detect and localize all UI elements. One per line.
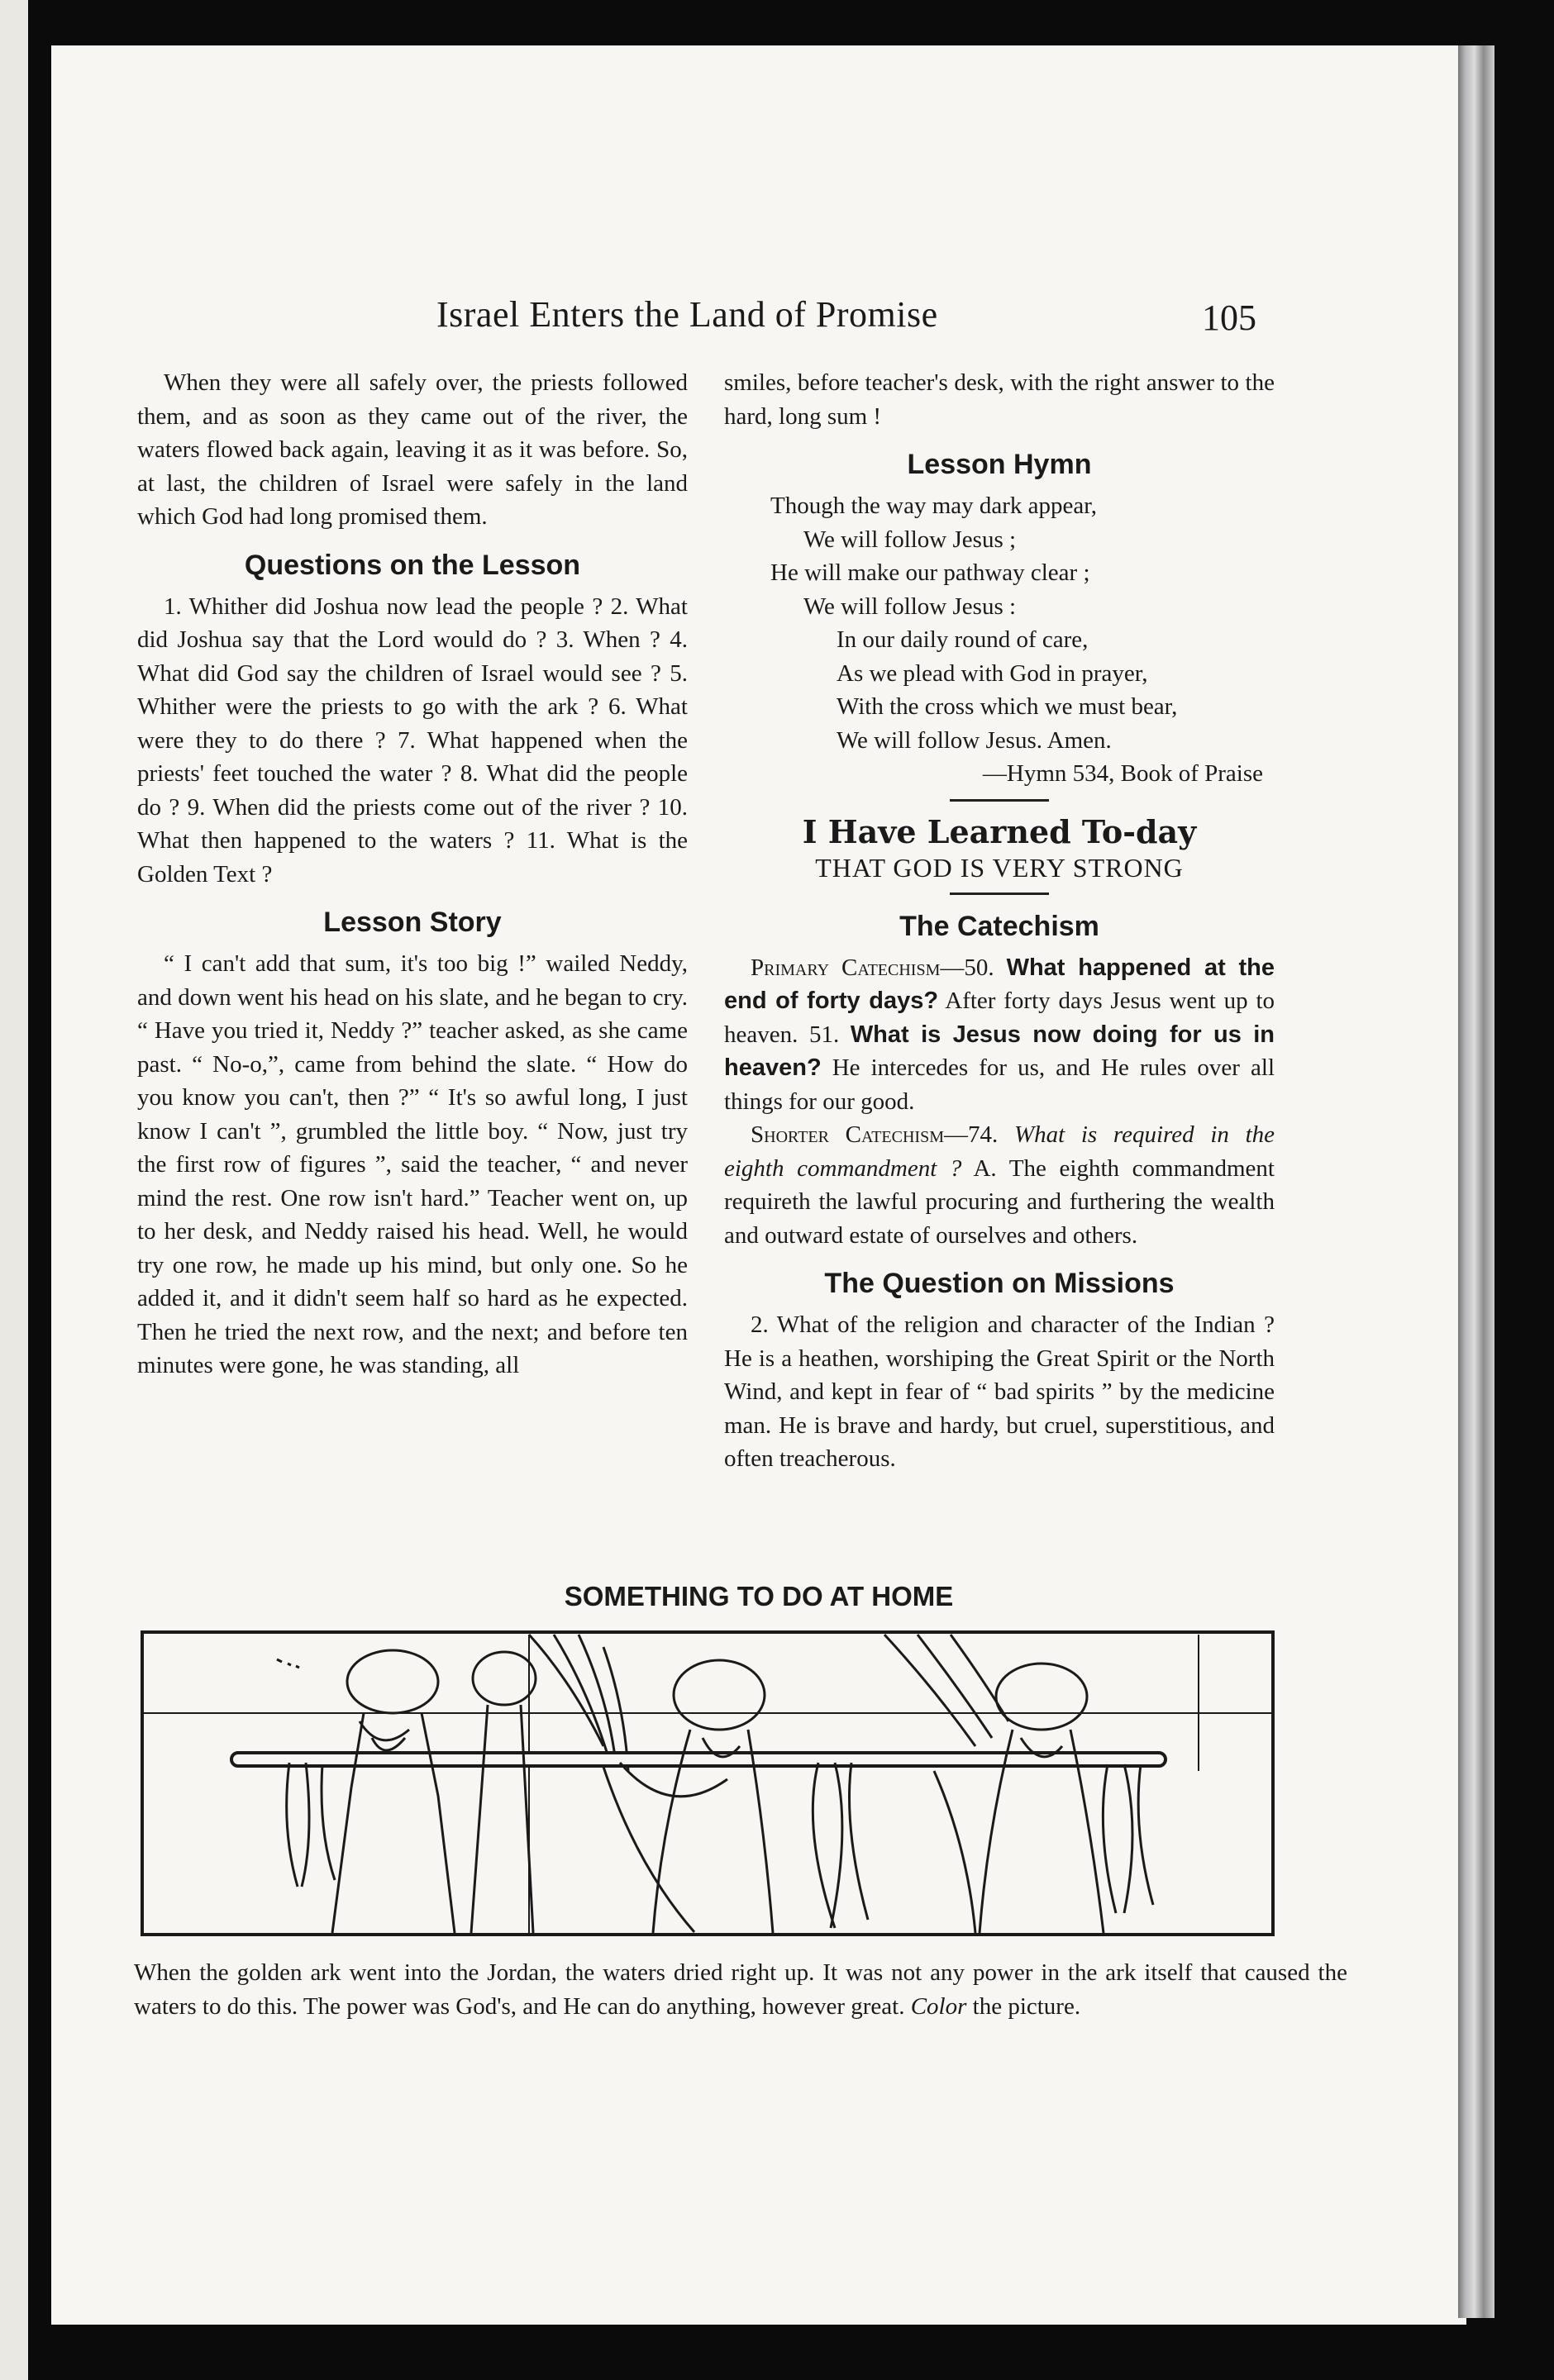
- caption-text: When the golden ark went into the Jordan, the waters dried right up. It was not any power in the ark itself that caused the waters to do this. The power was God's, and He can do anything, however great.: [134, 1959, 1347, 2020]
- primary-catechism: [724, 951, 1275, 1119]
- story-text: “ I can't add that sum, it's too big !” wailed Neddy, and down went his head on his slate, and he began to cry. “ Have you tried it, Neddy ?” teacher asked, as she came past. “ No-o,”, came from behind the slate. “ How do you know you can't, then ?” “ It's so awful long, I just know I can't ”, grumbled the little boy. “ Now, just try the first row of figures ”, said the teacher, “ and never mind the rest. One row isn't hard.” Teacher went on, up to her desk, and Neddy raised his head. Well, he would try one row, he made up his mind, but only one. So he added it, and it didn't seem half so hard as he expected. Then he tried the next row, and the next; and before ten minutes were gone, he was standing, all: [137, 950, 688, 1378]
- page-number: 105: [1202, 298, 1256, 338]
- primary-question-2: What is Jesus now doing for us in heaven?: [724, 1021, 1275, 1081]
- missions-text: 2. What of the religion and character of the Indian ? He is a heathen, worshiping the Great Spirit or the North Wind, and kept in fear of “ bad spirits ” by the medicine man. He is brave and hardy, but cruel, superstitious, and often treacherous.: [724, 1311, 1275, 1472]
- book-page: [51, 45, 1466, 2325]
- learned-today-text: THAT GOD IS VERY STRONG: [815, 852, 1184, 883]
- home-caption: [134, 1956, 1347, 2024]
- primary-answer-2: He intercedes for us, and He rules over all things for our good.: [724, 1054, 1275, 1115]
- home-activity-title: SOMETHING TO DO AT HOME: [564, 1581, 954, 1611]
- hymn-line: He will make our pathway clear ;: [770, 559, 1090, 586]
- book-page-edges: [1458, 45, 1494, 2318]
- hymn-line: In our daily round of care,: [837, 626, 1089, 653]
- ark-coloring-picture: [141, 1630, 1275, 1936]
- hymn-line: With the cross which we must bear,: [837, 693, 1178, 720]
- left-column: [137, 366, 688, 1383]
- story-continuation: smiles, before teacher's desk, with the right answer to the hard, long sum !: [724, 369, 1275, 430]
- hymn-attribution: —Hymn 534, Book of Praise: [982, 760, 1263, 787]
- page-header: [51, 293, 1466, 343]
- primary-catechism-number-2: 51.: [808, 1021, 840, 1048]
- shorter-catechism-number: —74.: [943, 1121, 999, 1148]
- hymn-verse: [724, 489, 1275, 791]
- shorter-catechism-label: Shorter Catechism: [751, 1121, 944, 1148]
- missions-heading: The Question on Missions: [824, 1268, 1175, 1299]
- primary-answer-1: After forty days Jesus went up to heaven.: [724, 988, 1275, 1048]
- primary-question-1: What happened at the end of forty days?: [724, 954, 1275, 1014]
- hymn-line: Though the way may dark appear,: [770, 493, 1098, 519]
- section-divider: [950, 799, 1049, 802]
- primary-catechism-number: —50.: [940, 954, 994, 981]
- lesson-text-intro: When they were all safely over, the priests followed them, and as soon as they came out of the river, the waters flowed back again, leaving it as it was before. So, at last, the children of Israel were safely in the land which God had long promised them.: [137, 369, 688, 530]
- story-heading: Lesson Story: [323, 907, 502, 938]
- caption-color-word: Color: [910, 1993, 967, 2020]
- section-divider: [950, 892, 1049, 895]
- hymn-heading: Lesson Hymn: [907, 449, 1092, 480]
- questions-heading: Questions on the Lesson: [244, 549, 581, 581]
- hymn-line: As we plead with God in prayer,: [837, 659, 1148, 687]
- shorter-catechism: [724, 1118, 1275, 1252]
- caption-text-end: the picture.: [972, 1993, 1081, 2020]
- questions-text: 1. Whither did Joshua now lead the people ? 2. What did Joshua say that the Lord would do ? 3. When ? 4. What did God say the children of Israel would see ? 5. Whither were the priests to go with the ark ? 6. What were they to do there ? 7. What happened when the priests' feet touched the water ? 8. What did the people do ? 9. When did the priests come out of the river ? 10. What then happened to the waters ? 11. What is the Golden Text ?: [137, 593, 688, 888]
- right-column: [724, 366, 1275, 1476]
- hymn-line: We will follow Jesus :: [803, 593, 1017, 620]
- adjacent-page-edge: [0, 0, 28, 2380]
- primary-catechism-label: Primary Catechism: [751, 954, 941, 981]
- hymn-line: We will follow Jesus. Amen.: [837, 726, 1112, 754]
- shorter-answer: A. The eighth commandment requireth the lawful procuring and furthering the wealth and outward estate of ourselves and others.: [724, 1154, 1275, 1249]
- catechism-heading: The Catechism: [899, 910, 1099, 942]
- shorter-question: What is required in the eighth commandment ?: [724, 1121, 1275, 1182]
- running-title: Israel Enters the Land of Promise: [436, 294, 938, 335]
- learned-today-heading: I Have Learned To-day: [802, 812, 1197, 850]
- hymn-line: We will follow Jesus ;: [803, 526, 1017, 553]
